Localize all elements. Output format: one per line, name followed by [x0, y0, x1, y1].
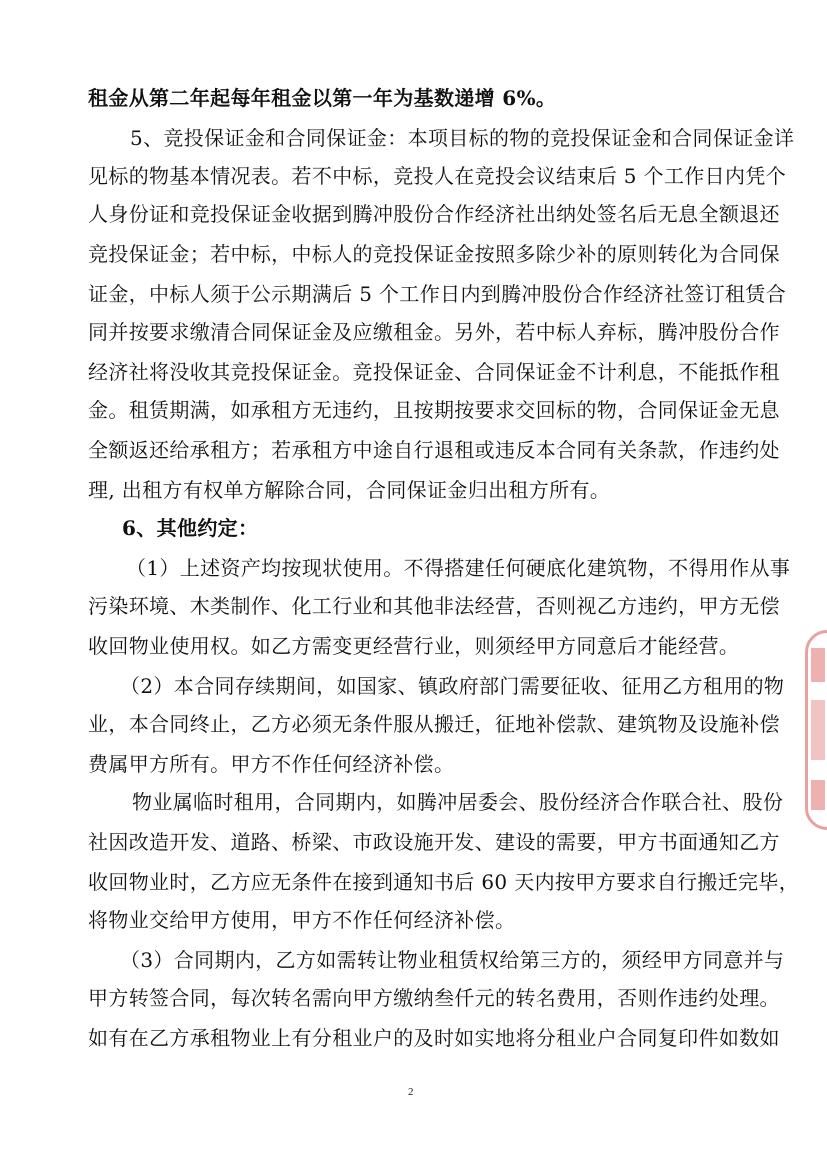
text-line: （2）本合同存续期间，如国家、镇政府部门需要征收、征用乙方租用的物 [120, 674, 785, 698]
text-line: 见标的物基本情况表。若不中标，竞投人在竞投会议结束后 5 个工作日内凭个 [88, 164, 787, 188]
text-line: 人身份证和竞投保证金收据到腾冲股份合作经济社出纳处签名后无息全额退还 [88, 202, 780, 226]
text-line: 如有在乙方承租物业上有分租业户的及时如实地将分租业户合同复印件如数如 [88, 1026, 780, 1050]
red-seal-stamp [805, 630, 827, 830]
text-line: （3）合同期内，乙方如需转让物业租赁权给第三方的，须经甲方同意并与 [120, 948, 785, 972]
text-line: 物业属临时租用，合同期内，如腾冲居委会、股份经济合作联合社、股份 [132, 790, 784, 814]
text-line: 收回物业时，乙方应无条件在接到通知书后 60 天内按甲方要求自行搬迁完毕， [88, 870, 800, 894]
text-line: 理, 出租方有权单方解除合同，合同保证金归出租方所有。 [88, 478, 611, 502]
text-line: 业，本合同终止，乙方必须无条件服从搬迁，征地补偿款、建筑物及设施补偿 [88, 712, 780, 736]
text-line: 竞投保证金；若中标，中标人的竞投保证金按照多除少补的原则转化为合同保 [88, 242, 780, 266]
text-line: 同并按要求缴清合同保证金及应缴租金。另外，若中标人弃标，腾冲股份合作 [88, 320, 780, 344]
text-line: 经济社将没收其竞投保证金。竞投保证金、合同保证金不计利息，不能抵作租 [88, 360, 780, 384]
section-heading: 6、其他约定： [122, 516, 259, 540]
text-line: 证金，中标人须于公示期满后 5 个工作日内到腾冲股份合作经济社签订租赁合 [88, 282, 787, 306]
text-line: 费属甲方所有。甲方不作任何经济补偿。 [88, 752, 455, 776]
text-line: 甲方转签合同，每次转名需向甲方缴纳叁仟元的转名费用，否则作违约处理。 [88, 986, 780, 1010]
text-line: 收回物业使用权。如乙方需变更经营行业，则须经甲方同意后才能经营。 [88, 634, 740, 658]
text-line: 全额返还给承租方；若承租方中途自行退租或违反本合同有关条款，作违约处 [88, 438, 780, 462]
text-line: 污染环境、木类制作、化工行业和其他非法经营，否则视乙方违约，甲方无偿 [88, 594, 780, 618]
text-line: 租金从第二年起每年租金以第一年为基数递增 6%。 [88, 86, 557, 110]
text-line: 5、竞投保证金和合同保证金：本项目标的物的竞投保证金和合同保证金详 [130, 126, 795, 150]
text-line: （1）上述资产均按现状使用。不得搭建任何硬底化建筑物，不得用作从事 [126, 556, 791, 580]
text-line: 社因改造开发、道路、桥梁、市政设施开发、建设的需要，甲方书面通知乙方 [88, 830, 780, 854]
text-line: 金。租赁期满，如承租方无违约，且按期按要求交回标的物，合同保证金无息 [88, 398, 780, 422]
page-number: 2 [408, 1086, 414, 1098]
text-line: 将物业交给甲方使用，甲方不作任何经济补偿。 [88, 908, 516, 932]
